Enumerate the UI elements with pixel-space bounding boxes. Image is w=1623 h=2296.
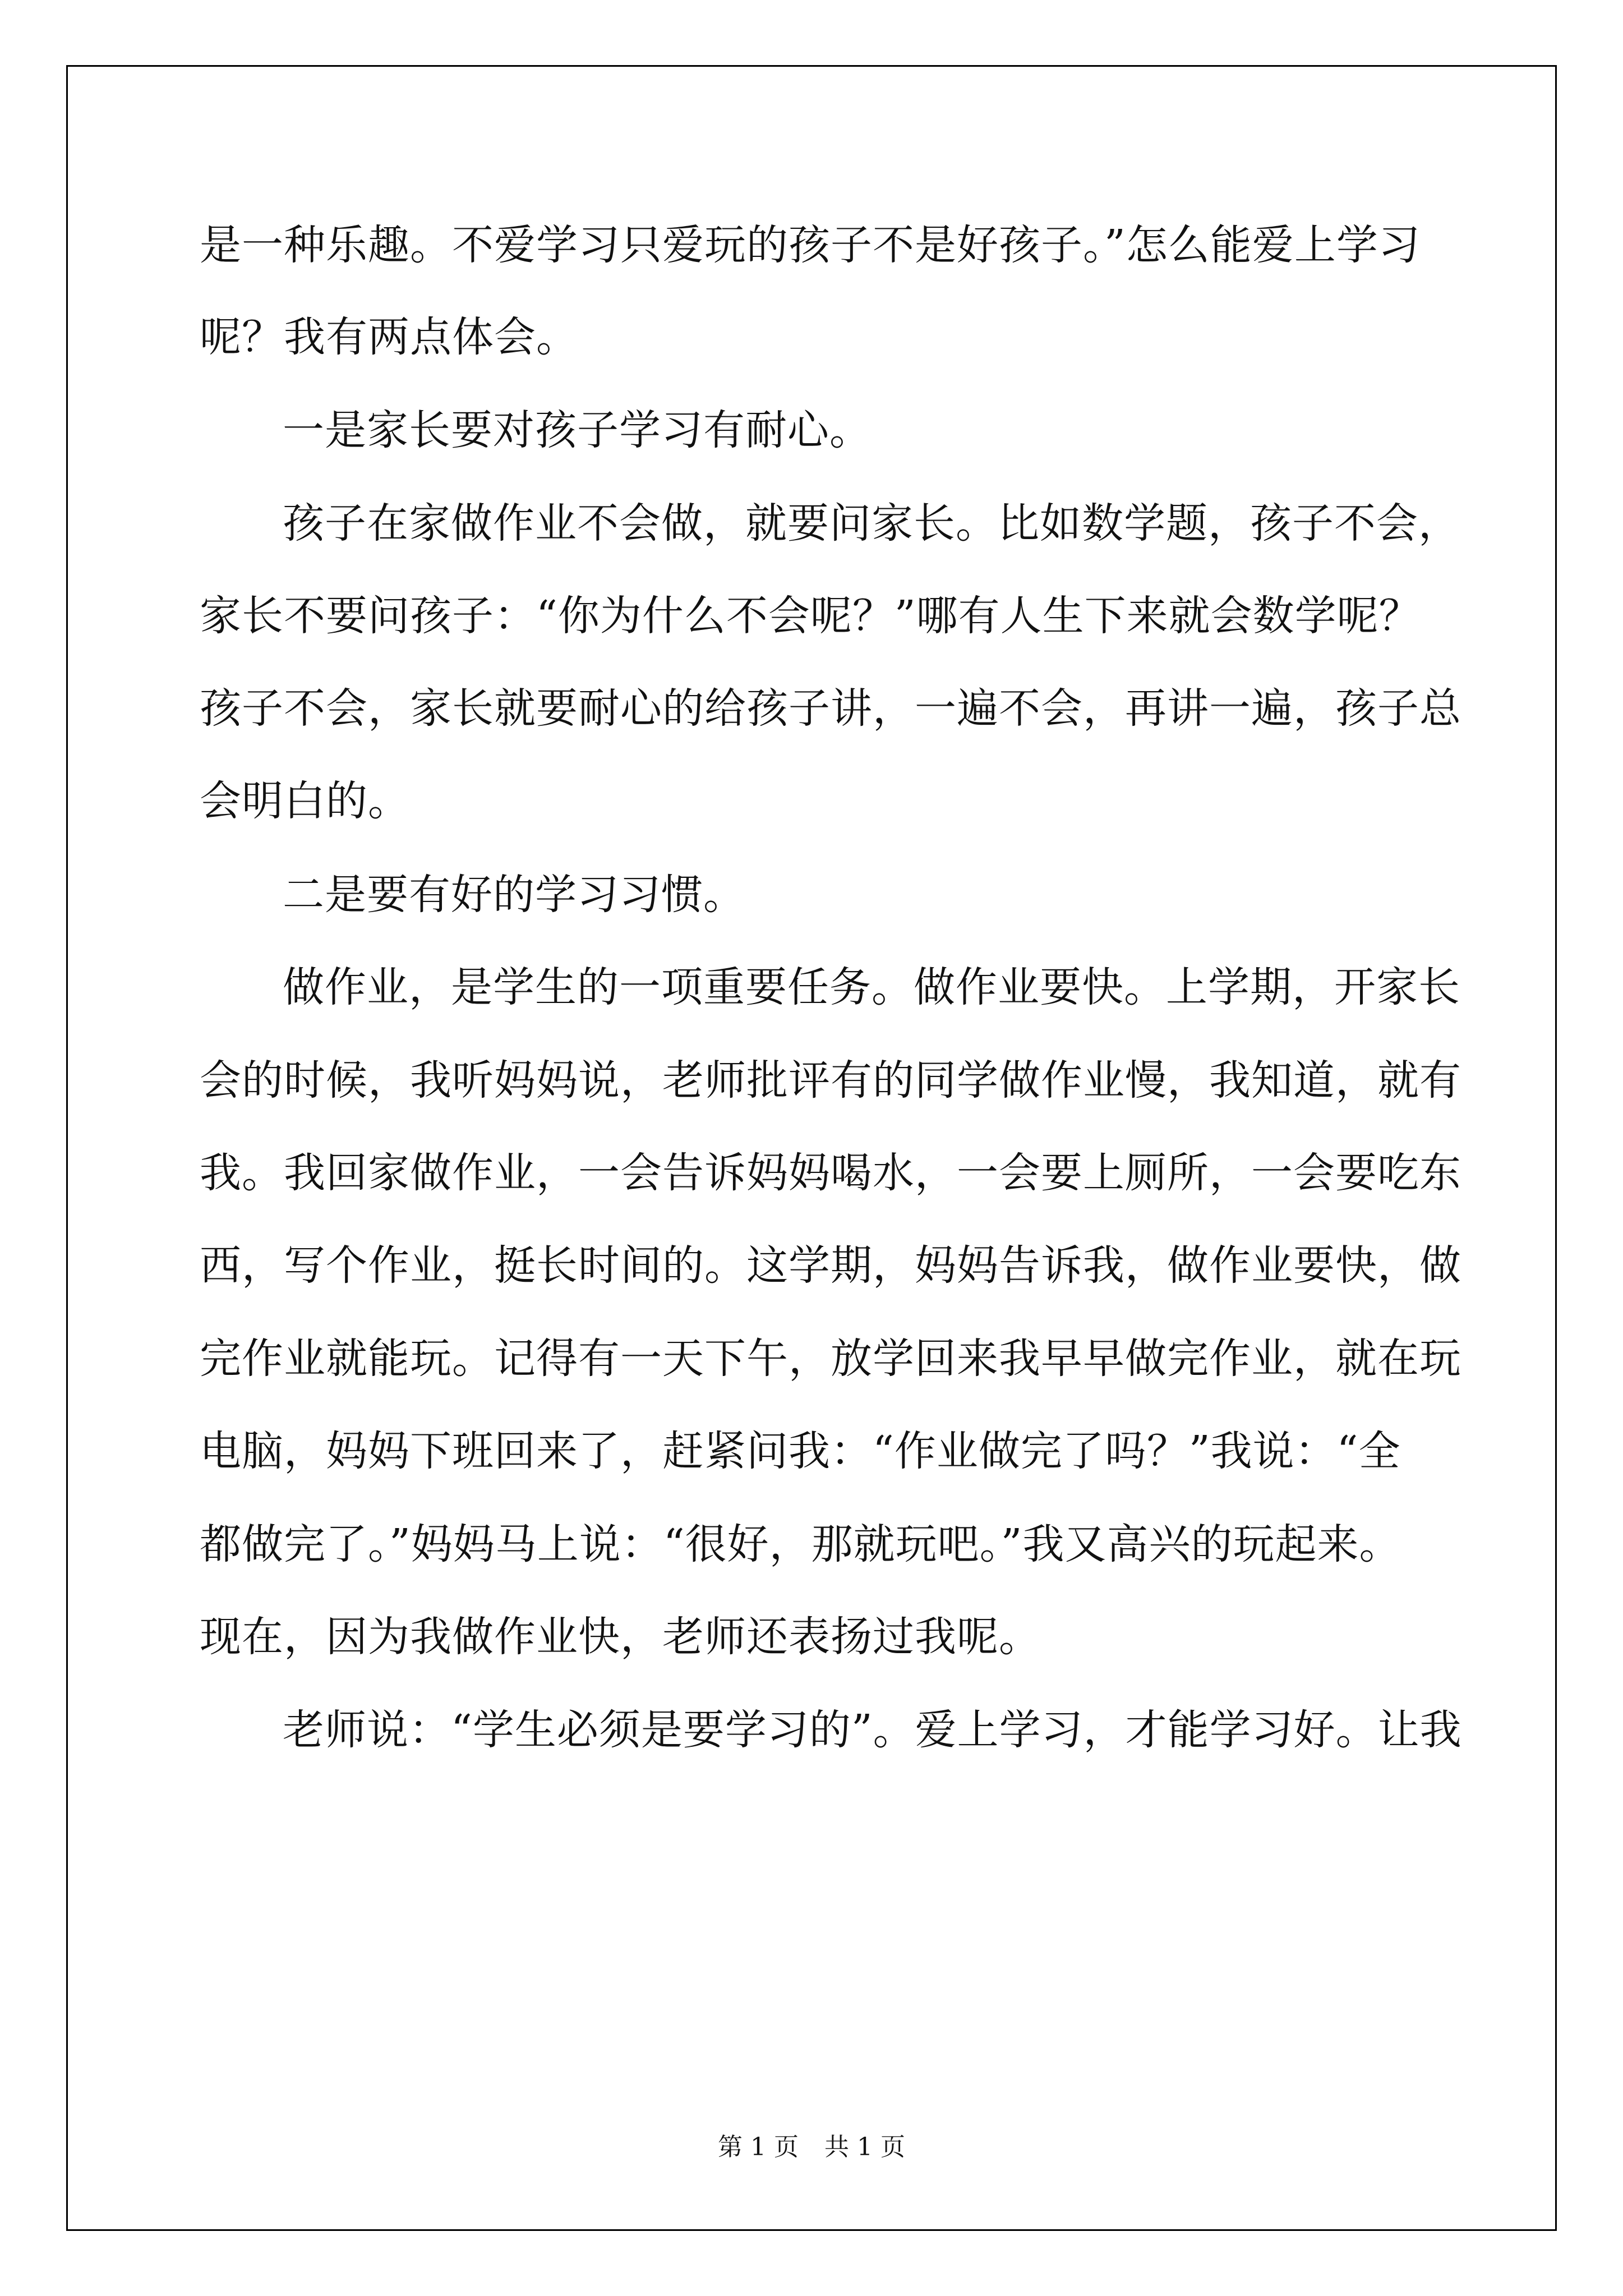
text-line: 都做完了。”妈妈马上说：“很好，那就玩吧。”我又高兴的玩起来。	[200, 1520, 1401, 1568]
text-line: 呢？我有两点体会。	[200, 313, 578, 361]
text-line: 我。我回家做作业，一会告诉妈妈喝水，一会要上厕所，一会要吃东	[200, 1149, 1461, 1197]
text-line: 孩子不会，家长就要耐心的给孩子讲，一遍不会，再讲一遍，孩子总	[200, 684, 1461, 733]
text-line: 西，写个作业，挺长时间的。这学期，妈妈告诉我，做作业要快，做	[200, 1241, 1461, 1290]
text-line: 会明白的。	[200, 777, 410, 825]
text-line: 做作业，是学生的一项重要任务。做作业要快。上学期，开家长	[283, 963, 1460, 1011]
text-line: 孩子在家做作业不会做，就要问家长。比如数学题，孩子不会，	[283, 499, 1460, 547]
text-line: 是一种乐趣。不爱学习只爱玩的孩子不是好孩子。”怎么能爱上学习	[200, 221, 1421, 269]
text-line: 一是家长要对孩子学习有耐心。	[283, 406, 872, 454]
text-line: 完作业就能玩。记得有一天下午，放学回来我早早做完作业，就在玩	[200, 1335, 1461, 1383]
text-line: 电脑，妈妈下班回来了，赶紧问我：“作业做完了吗？”我说：“全	[200, 1427, 1401, 1475]
text-line: 二是要有好的学习习惯。	[283, 871, 745, 919]
page-footer	[0, 2131, 1623, 2164]
text-line: 现在，因为我做作业快，老师还表扬过我呢。	[200, 1613, 1041, 1661]
text-line: 会的时候，我听妈妈说，老师批评有的同学做作业慢，我知道，就有	[200, 1056, 1461, 1105]
text-line: 老师说：“学生必须是要学习的”。爱上学习，才能学习好。让我	[283, 1706, 1462, 1754]
page-number-current: 第 1 页	[718, 2133, 799, 2161]
text-line: 家长不要问孩子：“你为什么不会呢？”哪有人生下来就会数学呢？	[200, 592, 1421, 640]
page-number-total: 共 1 页	[824, 2133, 905, 2161]
